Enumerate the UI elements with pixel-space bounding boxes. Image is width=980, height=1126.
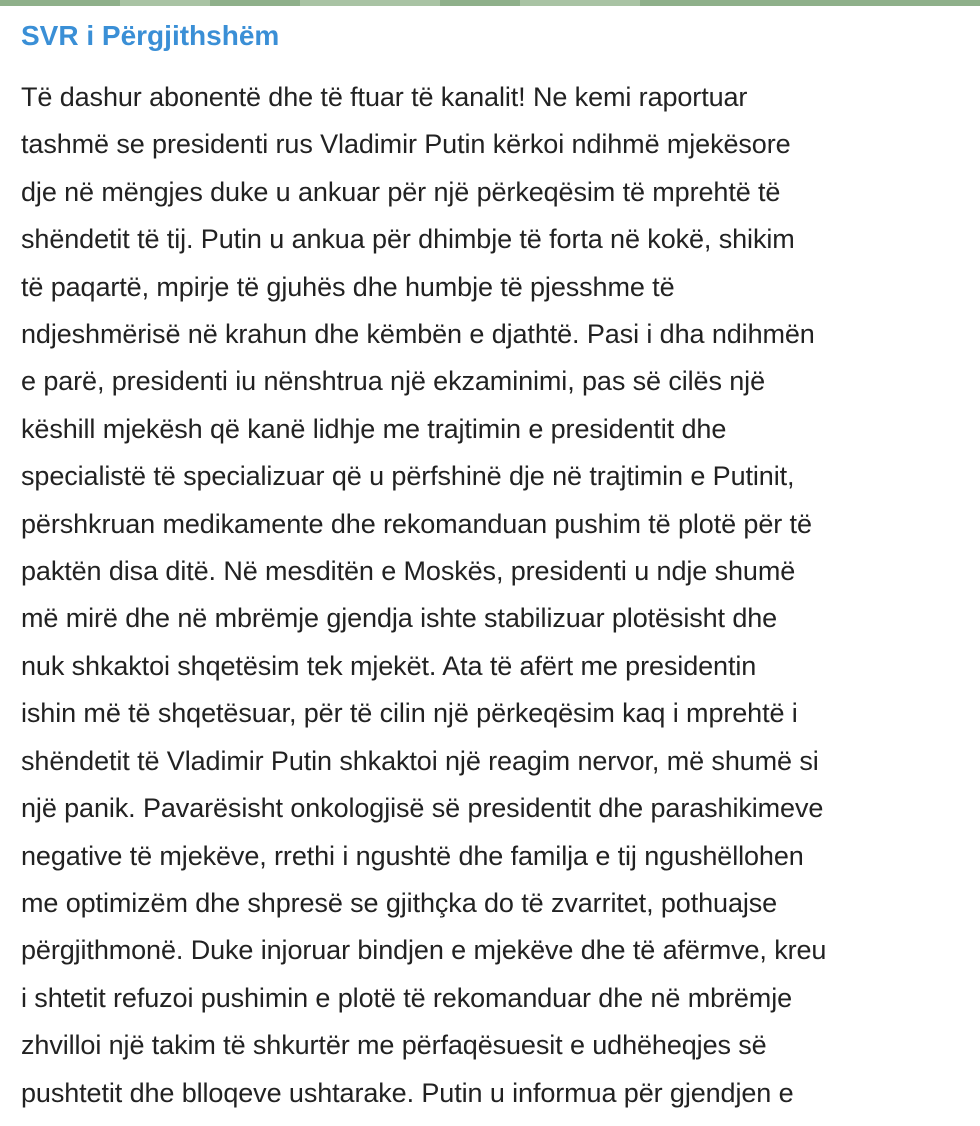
message-line: zhvilloi një takim të shkurtër me përfaqësuesit e udhëheqjes së — [21, 1030, 767, 1061]
message-line: e parë, presidenti iu nënshtrua një ekzaminimi, pas së cilës një — [21, 366, 765, 397]
message-line: tashmë se presidenti rus Vladimir Putin kërkoi ndihmë mjekësore — [21, 129, 791, 160]
message-line: nuk shkaktoi shqetësim tek mjekët. Ata të afërt me presidentin — [21, 650, 757, 681]
message-line: përgjithmonë. Duke injoruar bindjen e mjekëve dhe të afërmve, kreu — [21, 935, 827, 966]
message-line: një panik. Pavarësisht onkologjisë së presidentit dhe parashikimeve — [21, 793, 824, 824]
message-line: këshill mjekësh që kanë lidhje me trajtimin e presidentit dhe — [21, 413, 727, 444]
channel-name[interactable]: SVR i Përgjithshëm — [21, 20, 280, 51]
message-bubble — [0, 6, 980, 1126]
message-line: të paqartë, mpirje të gjuhës dhe humbje të pjesshme të — [21, 271, 675, 302]
message-line: Të dashur abonentë dhe të ftuar të kanalit! Ne kemi raportuar — [21, 82, 748, 112]
message-line: dje në mëngjes duke u ankuar për një përkeqësim të mprehtë të — [21, 176, 781, 207]
message-line: specialistë të specializuar që u përfshinë dje në trajtimin e Putinit, — [21, 461, 795, 492]
message-line: përshkruan medikamente dhe rekomanduan pushim të plotë për të — [21, 508, 812, 539]
message-line: ishin më të shqetësuar, për të cilin një përkeqësim kaq i mprehtë i — [21, 698, 798, 729]
message-line: shëndetit të tij. Putin u ankua për dhimbje të forta në kokë, shikim — [21, 224, 795, 255]
message-line: me optimizëm dhe shpresë se gjithçka do të zvarritet, pothuajse — [21, 887, 778, 918]
message-line: ndjeshmërisë në krahun dhe këmbën e djathtë. Pasi i dha ndihmën — [21, 319, 815, 350]
message-line: më mirë dhe në mbrëmje gjendja ishte stabilizuar plotësisht dhe — [21, 603, 778, 634]
message-line: shëndetit të Vladimir Putin shkaktoi një reagim nervor, më shumë si — [21, 745, 819, 776]
message-line: paktën disa ditë. Në mesditën e Moskës, presidenti u ndje shumë — [21, 556, 796, 587]
message-line: pushtetit dhe blloqeve ushtarake. Putin u informua për gjendjen e — [21, 1077, 794, 1108]
message-line: i shtetit refuzoi pushimin e plotë të rekomanduar dhe në mbrëmje — [21, 982, 793, 1013]
message-text — [21, 74, 980, 1117]
message-line: negative të mjekëve, rrethi i ngushtë dhe familja e tij ngushëllohen — [21, 840, 804, 871]
